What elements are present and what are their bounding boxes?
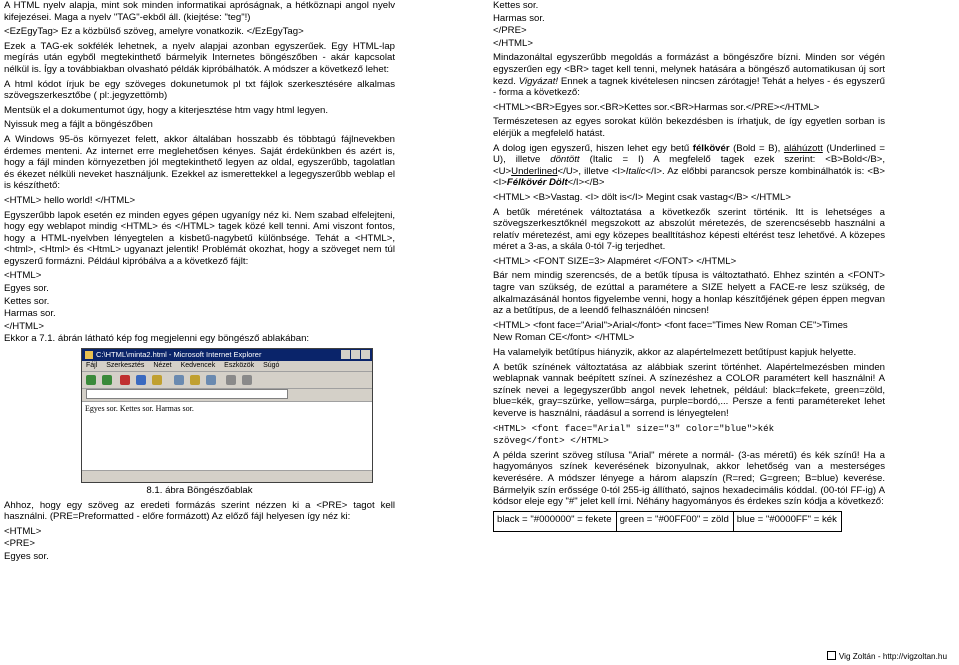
browser-title: C:\HTML\minta2.html - Microsoft Internet Explorer xyxy=(96,350,262,360)
case-paragraph: Egyszerűbb lapok esetén ez minden egyes gépen ugyanígy néz ki. Nem szabad elfelejteni, hogy egy weblapot mindig <HTML> és </HTML> tagek közé kell tenni. Ami viszont fontos, hogy a HTML-nyelvben lényegtelen a kisbetű-nagybetű különbsége. Tehát a <HTML>, <html>, <Html> és <HtmL> ugyanazt jelentik! Problémát okozhat, hogy a szöveget nem túl egyszerű formázni. Például kipróbálva a a következő fájlt: xyxy=(4,209,395,267)
browser-status-bar xyxy=(82,470,372,482)
color-cell-green: green = "#00FF00" = zöld xyxy=(616,511,733,531)
text-run: </U>, illetve <I> xyxy=(557,165,626,177)
browser-screenshot xyxy=(81,348,373,483)
stop-icon xyxy=(120,375,130,385)
code-line: <PRE> xyxy=(4,538,35,550)
right-column xyxy=(493,0,885,532)
code-line: szöveg</font> </HTML> xyxy=(493,435,609,447)
browser-content: Egyes sor. Kettes sor. Harmas sor. xyxy=(82,402,372,470)
bold-italic-example: Félkövér Dölt xyxy=(506,177,568,189)
browser-menu-bar xyxy=(82,361,372,372)
code-line: </HTML> xyxy=(493,37,533,49)
text-run: </I>. Az előbbi parancsok persze kombinálhatók is: <B><I> xyxy=(493,165,885,189)
figure-caption: 8.1. ábra Böngészőablak xyxy=(146,485,253,497)
font-face-code xyxy=(493,320,885,344)
copyright-icon xyxy=(827,651,836,660)
br-warning: Vigyázat! xyxy=(518,75,559,87)
code-line: Egyes sor. xyxy=(4,551,49,562)
favorites-icon xyxy=(190,375,200,385)
fallback-paragraph: Ha valamelyik betűtípus hiányzik, akkor az alapértelmezett betűtípust kapjuk helyette. xyxy=(493,347,857,359)
mail-icon xyxy=(226,375,236,385)
address-bar xyxy=(82,389,372,402)
text-run: (Underlined = U), illetve xyxy=(493,142,886,166)
color-paragraph: A betűk színének változtatása az alábbiak szerint történhet. Alapértelmezésben minden weblapnak vannak beépített színei. A színezéshez a COLOR paramétert kell használni! A színek nevei a legegyszerűbb angol nevek lehetnek, például: black=fekete, green=zöld, blue=kék, gray=szürke, yellow=sárga, purple=bordó,... Persze a fenti paramétereket lehet keverve is használni, ráadásul a sorrend is lényegtelen! xyxy=(493,361,885,419)
br-text: Mindazonáltal egyszerűbb megoldás a formázást a böngészőre bízni. Minden sor végén egyszerűen egy <BR> taget kell tenni, melynek hatására a böngésző automatikusan új sort kezd. xyxy=(493,52,885,87)
ie-icon xyxy=(85,351,93,359)
pre-paragraph: Ahhoz, hogy egy szöveg az eredeti formázás szerint nézzen ki a <PRE> tagot kell használni. (PRE=Preformatted - előre formázott) Az előző fájl helyesen így néz ki: xyxy=(4,499,395,523)
browser-title-bar xyxy=(82,349,372,361)
code-line: </PRE> xyxy=(493,25,527,37)
browser-toolbar xyxy=(82,372,372,389)
underline-example-2: Underlined xyxy=(511,165,558,177)
font-face-paragraph: Bár nem mindig szerencsés, de a betűk típusa is változtatható. Ehhez szintén a <FONT> tagre van szükség, de ezúttal a paramétere a SIZE helyett a FACE-re lesz szükség, de alkalmazásánál hontos figyelembe venni, hogy a honlap készítőjének gépen éppen megvan az a betűtípus, de a leendő felhasználóén nincsen! xyxy=(493,270,885,317)
menu-file: Fájl xyxy=(86,362,98,370)
font-size-code: <HTML> <FONT SIZE=3> Alapméret </FONT> </HTML> xyxy=(493,255,737,267)
hello-world-code: <HTML> hello world! </HTML> xyxy=(4,194,136,206)
br-text-tail: Ennek a tagnek kivételesen nincsen zárótagje! Tehát a helyes - és egyszerű - forma a következő: xyxy=(493,75,886,99)
code-line: Harmas sor. xyxy=(493,12,545,24)
menu-edit: Szerkesztés xyxy=(106,362,145,370)
print-icon xyxy=(242,375,252,385)
code-line: Egyes sor. xyxy=(4,283,49,295)
code-line: <HTML> xyxy=(4,270,42,282)
menu-help: Súgó xyxy=(263,362,280,370)
font-size-paragraph: A betűk méretének változtatása a következők szerint történik. Itt is lehetséges a szövegszerkesztőknél megszokott az abszolút méretezés, de szerencsésebb használni a relatív méretezést, ami egy közepes bealltításhoz képesti eltérést tesz lehetővé. A közepes méret a 3-as, a skála 0-tól 7-ig terjedhet. xyxy=(493,206,885,253)
maximize-icon xyxy=(351,350,360,359)
underline-example: aláhúzott xyxy=(783,142,823,154)
code-line: <HTML> <font face="Arial" size="3" color="blue">kék xyxy=(493,422,775,434)
text-run: </I></B> xyxy=(567,177,605,189)
italic-example: döntött xyxy=(550,154,580,166)
refresh-icon xyxy=(136,375,146,385)
step-write-code: A html kódot írjuk be egy szöveges dokunetumok pl txt fájlok szerkesztésére alkalmas szövegszerkesztőbe ( pl:.jegyzettömb) xyxy=(4,78,395,102)
bold-code: <HTML> <B>Vastag. <I> dölt is</I> Megint csak vastag</B> </HTML> xyxy=(493,191,791,203)
code-line: <HTML> <font face="Arial">Arial</font> <font face="Times New Roman CE">Times xyxy=(493,319,848,331)
menu-favorites: Kedvencek xyxy=(180,362,216,370)
tag-example: <EzEgyTag> Ez a közbülső szöveg, amelyre vonatkozik. </EzEgyTag> xyxy=(4,26,304,38)
formatting-paragraph xyxy=(493,143,885,189)
code-line: Harmas sor. xyxy=(4,308,56,320)
text-run: (Bold = B), xyxy=(733,142,781,154)
color-cell-black: black = "#000000" = fekete xyxy=(494,511,617,531)
code-line: Kettes sor. xyxy=(493,0,539,11)
left-column xyxy=(4,0,395,564)
code-line: <HTML> xyxy=(4,525,42,537)
color-cell-blue: blue = "#0000FF" = kék xyxy=(733,511,841,531)
home-icon xyxy=(152,375,162,385)
windows-paragraph: A Windows 95-ös környezet felett, akkor általában hosszabb és többtagú fájlnevekben érdemes menteni. Az internet erre meglehetősen kényes. Saját érdekünkben és azért is, hogy a fájl minden környezetben jól megtekinthető legyen az oldal, egyszerűbb, tagolatlan és ékezet nélküli neveket használjunk. Ezekkel az ismerettekkel a legegyszerűbb weblap el is készíthető: xyxy=(4,133,395,192)
page-footer xyxy=(827,650,947,662)
table-row xyxy=(494,511,842,531)
text-run: (Italic = I) A megfelelő tagek ezek szerint: <B>Bold</B>,<U> xyxy=(493,154,885,177)
tags-paragraph: Ezek a TAG-ek sokfélék lehetnek, a nyelv alapjai azonban egyszerűek. Egy HTML-lap megírás után egyből megtekinthető bármelyik Internetes böngészőben - akár kapcsolat nélkül is. Így a továbbiakban olvasható példák kipróbálhatók. A módszer a következő lehet: xyxy=(4,40,395,75)
step-save: Mentsük el a dokumentumot úgy, hogy a kiterjesztése htm vagy html legyen. xyxy=(4,104,329,116)
code-line: Kettes sor. xyxy=(4,295,50,307)
br-code: <HTML><BR>Egyes sor.<BR>Kettes sor.<BR>Harmas sor.</PRE></HTML> xyxy=(493,101,820,113)
paragraph-note: Természetesen az egyes sorokat külön bekezdésben is írhatjuk, de így egyetlen sorban is elérjük a megfelelő hatást. xyxy=(493,116,885,139)
code-block-1 xyxy=(4,270,395,332)
close-icon xyxy=(361,350,370,359)
minimize-icon xyxy=(341,350,350,359)
intro-paragraph: A HTML nyelv alapja, mint sok minden informatikai apróságnak, a hétköznapi angol nyelv kifejezései. Maga a nyelv "TAG"-ekből áll. (kiejtése: "teg"!) xyxy=(4,0,395,23)
rgb-paragraph: A példa szerint szöveg stílusa "Arial" mérete a normál- (3-as méretű) és kék színű! Ha a hagyományos színek keverésének bizonyulnak, akkor lehetőség van a mesterséges keverésére. A módszer lényege a három alapszín (R=red; G=green; B=blue) keverése. Bármelyik szín erőssége 0-tól 255-ig állítható, sajnos hexadecimális kóddal. (00-tól FF-ig) A kódsor eleje egy "#" jelet kell írni. Néhány hagyományos és érdekes szín kódja a következő: xyxy=(493,449,885,508)
back-icon xyxy=(86,375,96,385)
history-icon xyxy=(206,375,216,385)
code-block-3 xyxy=(493,0,885,49)
search-icon xyxy=(174,375,184,385)
italic-example-2: Italic xyxy=(625,165,646,177)
color-code xyxy=(493,423,885,447)
code-line: New Roman CE</font> </HTML> xyxy=(493,332,635,344)
forward-icon xyxy=(102,375,112,385)
address-field xyxy=(86,389,288,399)
code-block-2 xyxy=(4,526,395,563)
menu-tools: Eszközök xyxy=(224,362,255,370)
menu-view: Nézet xyxy=(153,362,172,370)
step-open: Nyissuk meg a fájlt a böngészőben xyxy=(4,119,153,131)
footer-text: Vig Zoltán - http://vigzoltan.hu xyxy=(838,652,947,661)
window-controls xyxy=(340,350,370,363)
br-paragraph xyxy=(493,52,885,98)
text-run: A dolog igen egyszerű, hiszen lehet egy betű xyxy=(493,142,690,154)
bold-example: félkövér xyxy=(692,142,730,154)
color-code-table xyxy=(493,511,842,532)
figure-intro: Ekkor a 7.1. ábrán látható kép fog megjelenni egy böngésző ablakában: xyxy=(4,333,310,345)
code-line: </HTML> xyxy=(4,320,44,332)
